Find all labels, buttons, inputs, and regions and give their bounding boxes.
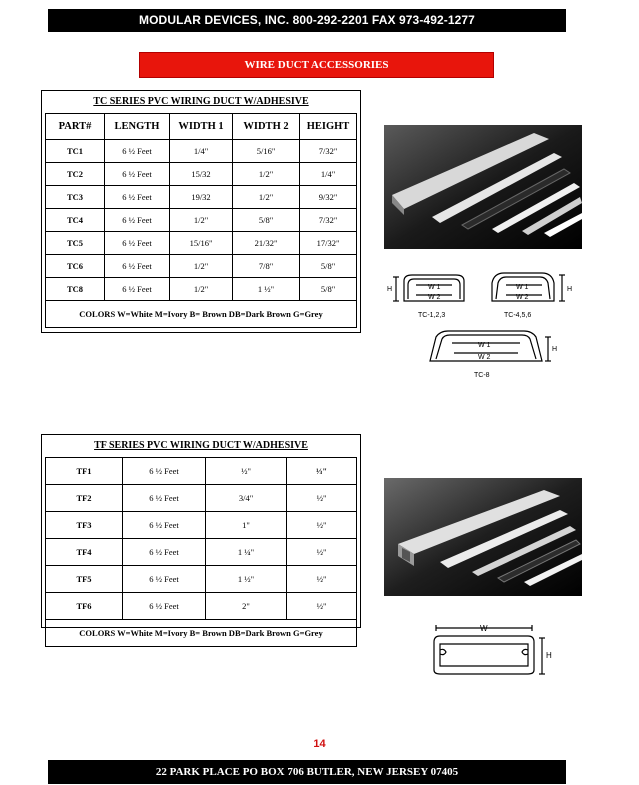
width2-cell: 1 ½" — [233, 278, 300, 301]
length-cell: 6 ½ Feet — [123, 512, 206, 539]
width2-cell: 1/2" — [233, 163, 300, 186]
width1-cell: 15/32 — [170, 163, 233, 186]
width-cell: ½" — [206, 458, 287, 485]
tc-diagram-h-a: H — [387, 286, 393, 293]
table-row — [46, 186, 357, 209]
tc-fig-c: TC-8 — [474, 372, 490, 379]
width1-cell: 19/32 — [170, 186, 233, 209]
width2-cell: 1/2" — [233, 186, 300, 209]
height-cell: 5/8" — [300, 278, 357, 301]
tc-table — [45, 113, 357, 328]
tc-fig-b: TC-4,5,6 — [504, 312, 532, 319]
tc-diagram-w1-c: W 1 — [478, 342, 491, 349]
length-cell: 6 ½ Feet — [123, 485, 206, 512]
height-cell: ½" — [287, 485, 357, 512]
width1-cell: 1/4" — [170, 140, 233, 163]
width2-cell: 21/32" — [233, 232, 300, 255]
part-cell: TF3 — [46, 512, 123, 539]
width-cell: 1 ¼" — [206, 539, 287, 566]
width1-cell: 1/2" — [170, 209, 233, 232]
col-height: HEIGHT — [300, 114, 357, 140]
height-cell: ½" — [287, 512, 357, 539]
length-cell: 6 ½ Feet — [105, 140, 170, 163]
part-cell: TC1 — [46, 140, 105, 163]
width1-cell: 15/16" — [170, 232, 233, 255]
length-cell: 6 ½ Feet — [105, 255, 170, 278]
col-length: LENGTH — [105, 114, 170, 140]
height-cell: ½" — [287, 593, 357, 620]
table-row — [46, 140, 357, 163]
tc-table-frame — [41, 90, 361, 333]
length-cell: 6 ½ Feet — [105, 232, 170, 255]
width2-cell: 5/16" — [233, 140, 300, 163]
part-cell: TF6 — [46, 593, 123, 620]
part-cell: TC2 — [46, 163, 105, 186]
col-width1: WIDTH 1 — [170, 114, 233, 140]
tf-diagram-w: W — [480, 624, 488, 633]
col-width2: WIDTH 2 — [233, 114, 300, 140]
width1-cell: 1/2" — [170, 278, 233, 301]
tc-fig-a: TC-1,2,3 — [418, 312, 446, 319]
part-cell: TF2 — [46, 485, 123, 512]
tc-diagram-h-b: H — [567, 286, 573, 293]
tc-diagram-w2-b: W 2 — [516, 294, 529, 301]
tc-diagram-h-c: H — [552, 346, 558, 353]
length-cell: 6 ½ Feet — [105, 209, 170, 232]
colors-row — [46, 301, 357, 328]
tc-diagram-w2-a: W 2 — [428, 294, 441, 301]
part-cell: TC8 — [46, 278, 105, 301]
table-row — [46, 512, 357, 539]
length-cell: 6 ½ Feet — [105, 278, 170, 301]
tc-table-caption: TC SERIES PVC WIRING DUCT W/ADHESIVE — [93, 96, 309, 107]
colors-legend: COLORS W=White M=Ivory B= Brown DB=Dark Brown G=Grey — [46, 620, 357, 647]
part-cell: TF1 — [46, 458, 123, 485]
length-cell: 6 ½ Feet — [105, 186, 170, 209]
table-row — [46, 209, 357, 232]
table-row — [46, 255, 357, 278]
width2-cell: 5/8" — [233, 209, 300, 232]
tc-duct-photo — [384, 125, 582, 249]
length-cell: 6 ½ Feet — [123, 539, 206, 566]
page-number: 14 — [313, 738, 326, 750]
table-row — [46, 278, 357, 301]
width2-cell: 7/8" — [233, 255, 300, 278]
colors-row — [46, 620, 357, 647]
length-cell: 6 ½ Feet — [123, 458, 206, 485]
part-cell: TF5 — [46, 566, 123, 593]
part-cell: TF4 — [46, 539, 123, 566]
part-cell: TC4 — [46, 209, 105, 232]
footer-address: 22 PARK PLACE PO BOX 706 BUTLER, NEW JERSEY 07405 — [48, 760, 566, 784]
height-cell: 7/32" — [300, 209, 357, 232]
tf-table-caption: TF SERIES PVC WIRING DUCT W/ADHESIVE — [94, 440, 308, 451]
table-row — [46, 539, 357, 566]
height-cell: 9/32" — [300, 186, 357, 209]
company-header: MODULAR DEVICES, INC. 800-292-2201 FAX 973-492-1277 — [48, 9, 566, 32]
height-cell: 5/8" — [300, 255, 357, 278]
tc-profile-diagram — [382, 265, 582, 383]
table-row — [46, 232, 357, 255]
tf-table — [45, 457, 357, 647]
table-row — [46, 566, 357, 593]
part-cell: TC6 — [46, 255, 105, 278]
part-cell: TC3 — [46, 186, 105, 209]
part-cell: TC5 — [46, 232, 105, 255]
col-part: PART# — [46, 114, 105, 140]
tf-duct-photo — [384, 478, 582, 596]
height-cell: ½" — [287, 539, 357, 566]
tc-diagram-w2-c: W 2 — [478, 354, 491, 361]
table-row — [46, 593, 357, 620]
width-cell: 1" — [206, 512, 287, 539]
table-row — [46, 458, 357, 485]
colors-legend: COLORS W=White M=Ivory B= Brown DB=Dark Brown G=Grey — [46, 301, 357, 328]
tf-diagram-h: H — [546, 651, 552, 660]
tf-table-frame — [41, 434, 361, 638]
height-cell: ⅓" — [287, 458, 357, 485]
width-cell: 3/4" — [206, 485, 287, 512]
height-cell: 17/32" — [300, 232, 357, 255]
length-cell: 6 ½ Feet — [105, 163, 170, 186]
table-row — [46, 485, 357, 512]
width1-cell: 1/2" — [170, 255, 233, 278]
width-cell: 1 ½" — [206, 566, 287, 593]
tc-header-row — [46, 114, 357, 140]
width-cell: 2" — [206, 593, 287, 620]
tf-profile-diagram — [420, 620, 560, 684]
tc-diagram-w1-b: W 1 — [516, 284, 529, 291]
section-banner: WIRE DUCT ACCESSORIES — [139, 52, 494, 78]
height-cell: ½" — [287, 566, 357, 593]
table-row — [46, 163, 357, 186]
length-cell: 6 ½ Feet — [123, 593, 206, 620]
height-cell: 7/32" — [300, 140, 357, 163]
length-cell: 6 ½ Feet — [123, 566, 206, 593]
height-cell: 1/4" — [300, 163, 357, 186]
tc-diagram-w1-a: W 1 — [428, 284, 441, 291]
